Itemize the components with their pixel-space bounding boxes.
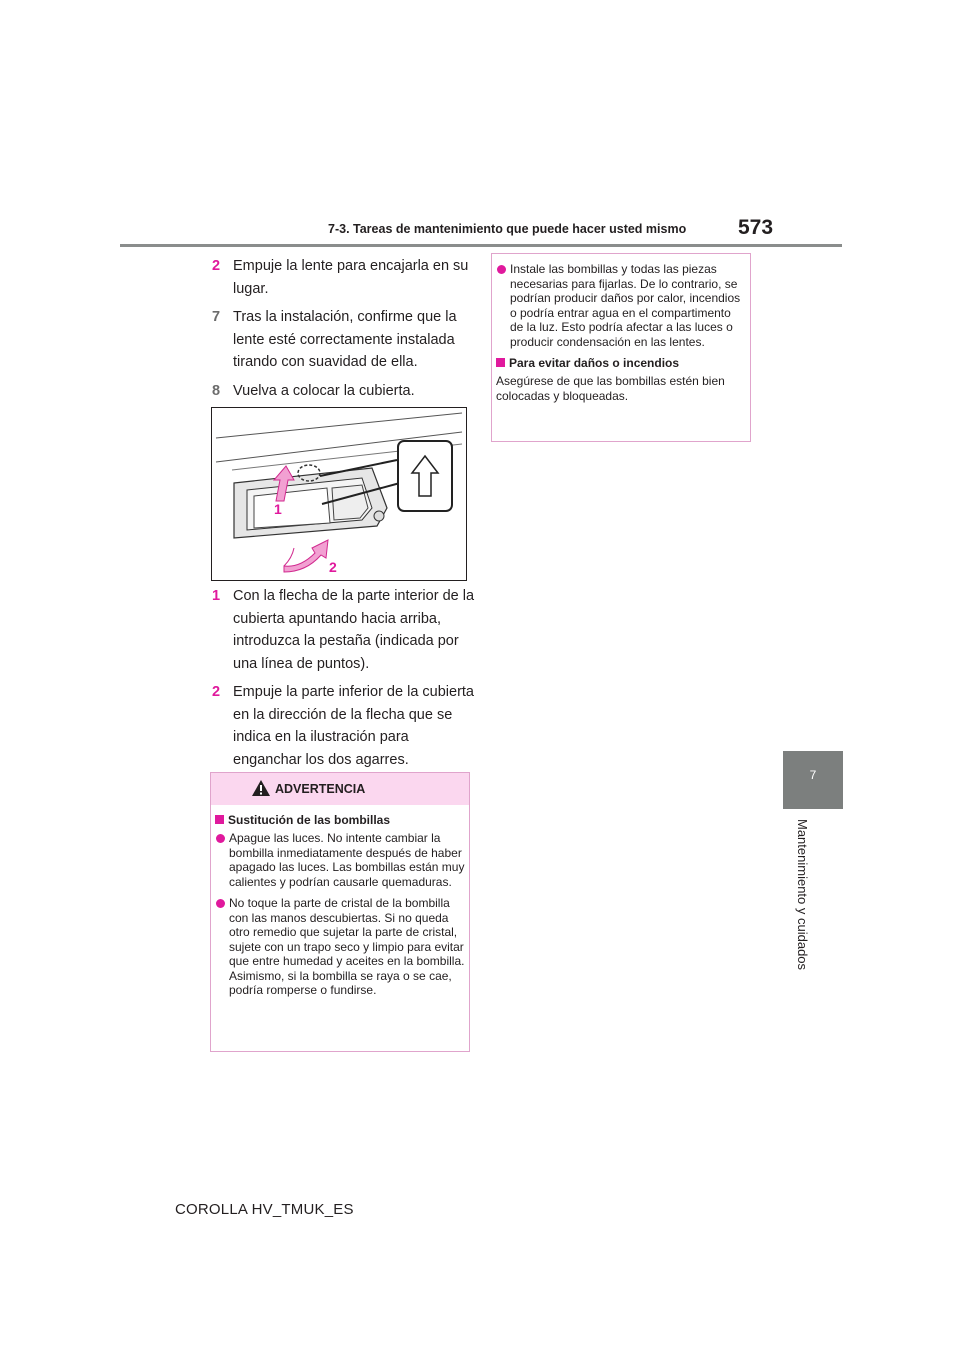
step-text: Empuje la parte inferior de la cubierta en la dirección de la flecha que se indica en la ilustración para enganchar los dos agarres. (233, 684, 474, 768)
step-item (212, 255, 474, 300)
figure-label-2: 2 (329, 559, 337, 575)
steps-top (212, 255, 474, 408)
warning-icon (251, 779, 271, 797)
cover-installation-illustration (211, 407, 467, 581)
warning-heading: Sustitución de las bombillas (215, 813, 465, 827)
caution-heading: Para evitar daños o incendios (496, 356, 746, 370)
section-title: 7-3. Tareas de mantenimiento que puede hacer usted mismo (328, 222, 687, 236)
step-text: Con la flecha de la parte interior de la cubierta apuntando hacia arriba, introduzca la pestaña (indicada por una línea de puntos). (233, 588, 475, 672)
caution-text: Asegúrese de que las bombillas estén bien colocadas y bloqueadas. (496, 374, 725, 403)
caution-bullet: Instale las bombillas y todas las piezas necesarias para fijarlas. De lo contrario, se podrían producir daños por calor, incendios o podría entrar agua en el compartimento de la luz. Esto podría afectar a las luces o producir condensación en las lentes. (496, 262, 746, 349)
footer-model: COROLLA HV_TMUK_ES (175, 1201, 354, 1218)
chapter-side-title: Mantenimiento y cuidados (795, 819, 810, 971)
step-text: Empuje la lente para encajarla en su lugar. (233, 258, 469, 297)
illustration-drawing (212, 408, 466, 580)
warning-box (210, 772, 470, 1052)
step-item (212, 380, 474, 403)
steps-bottom (212, 585, 474, 777)
step-item (212, 681, 474, 771)
warning-header (211, 773, 469, 805)
page-number: 573 (738, 216, 774, 239)
figure-label-1: 1 (274, 501, 282, 517)
caution-box (491, 253, 751, 442)
step-number: 2 (212, 684, 221, 700)
step-number: 1 (212, 588, 221, 604)
step-number: 2 (212, 258, 221, 274)
warning-bullet: Apague las luces. No intente cambiar la bombilla inmediatamente después de haber apagado las luces. Las bombillas están muy calientes y podrían causarle quemaduras. (215, 831, 465, 889)
warning-label: ADVERTENCIA (275, 782, 366, 796)
step-text: Tras la instalación, confirme que la lente esté correctamente instalada tirando con suavidad de ella. (233, 309, 457, 370)
warning-bullet: No toque la parte de cristal de la bombilla con las manos descubiertas. Si no queda otro remedio que sujetar la parte de cristal, sujete con un trapo seco y limpio para evitar que entre humedad y aceites en la bombilla. Asimismo, si la bombilla se raya o se cae, podría romperse o fundirse. (215, 896, 465, 998)
header-divider (120, 244, 842, 247)
step-item (212, 585, 474, 675)
step-number: 7 (212, 309, 221, 325)
step-text: Vuelva a colocar la cubierta. (233, 382, 415, 399)
step-number: 8 (212, 382, 221, 399)
chapter-tab: 7 (783, 751, 843, 809)
step-item (212, 306, 474, 374)
